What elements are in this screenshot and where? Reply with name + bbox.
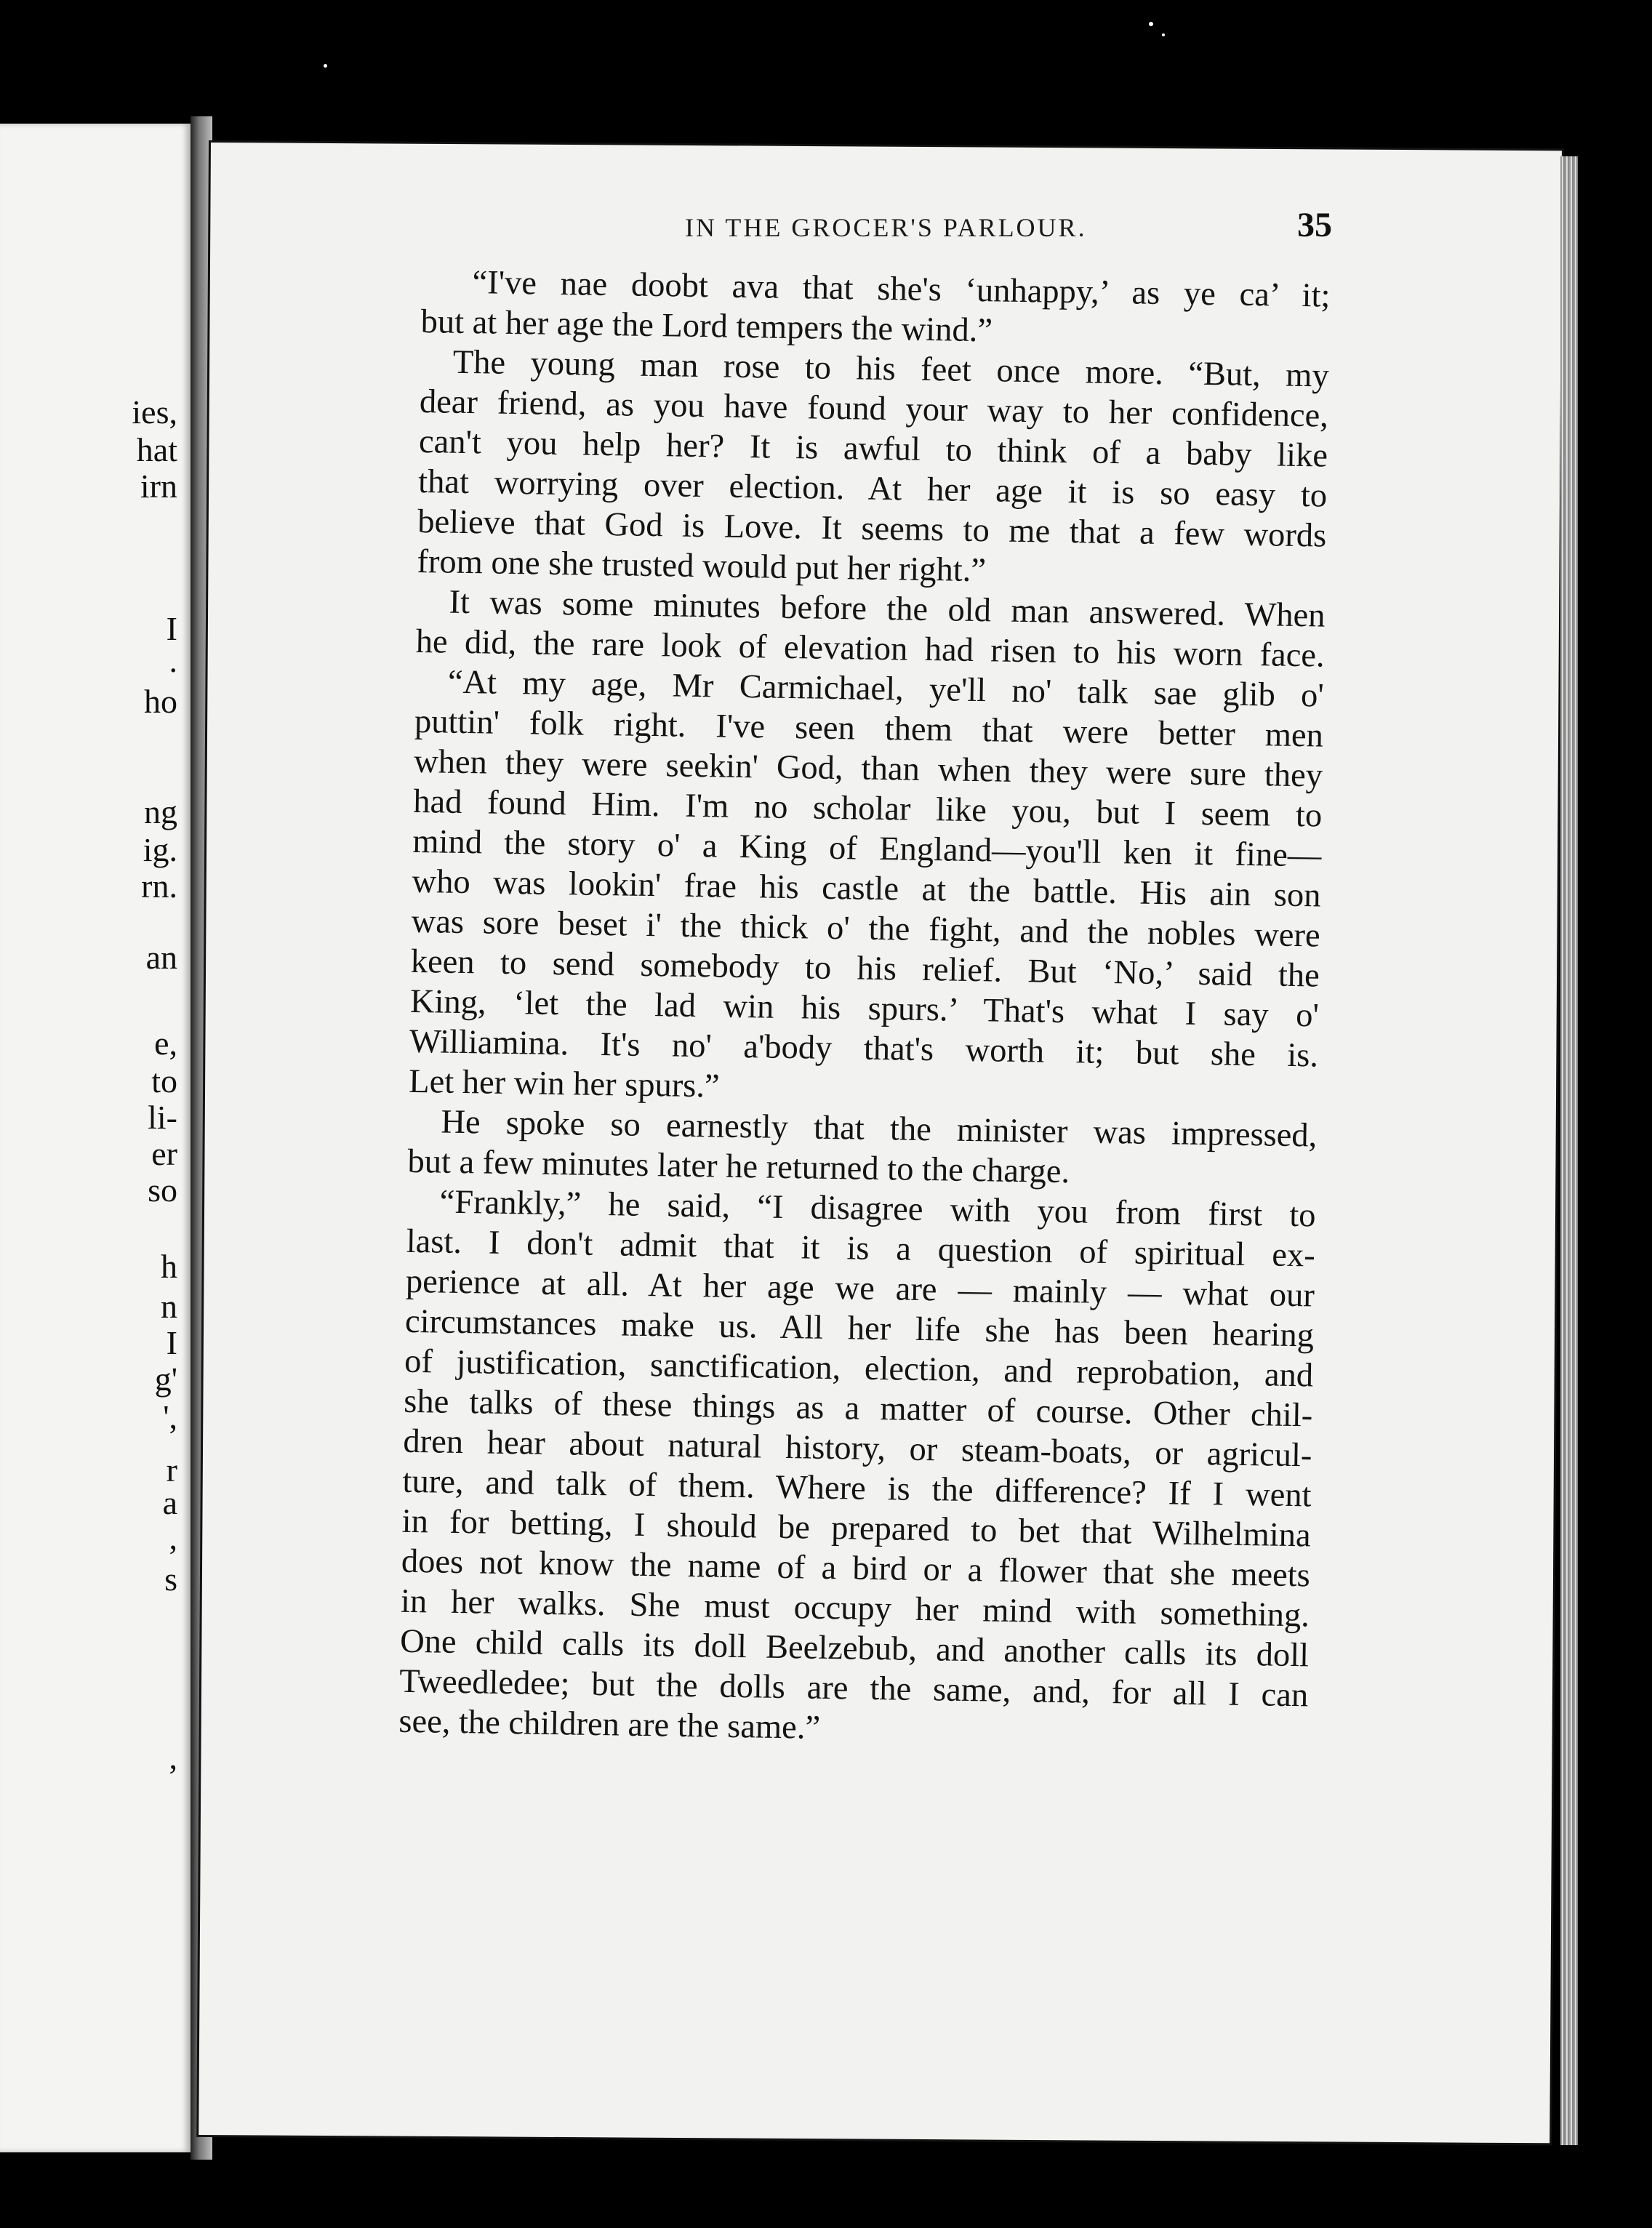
text-line: can't you help her? It is awful to think of a baby like	[418, 422, 1328, 475]
text-line: He spoke so earnestly that the minister was impressed,	[441, 1103, 1318, 1155]
previous-page-fragment: so	[148, 1171, 177, 1209]
previous-page-fragment: rn.	[141, 867, 177, 905]
text-line: does not know the name of a bird or a flower that she meets	[401, 1542, 1311, 1595]
text-line: but at her age the Lord tempers the wind.”	[420, 302, 993, 350]
text-line: puttin' folk right. I've seen them that were better men	[414, 702, 1324, 755]
text-line: It was some minutes before the old man answered. When	[449, 583, 1326, 635]
previous-page-fragment: ig.	[143, 831, 177, 868]
previous-page-fragment: h	[161, 1248, 177, 1285]
text-line: he did, the rare look of elevation had risen to his worn face.	[415, 622, 1326, 675]
scan-speck	[324, 64, 327, 68]
running-head	[474, 205, 1332, 245]
text-line: in for betting, I should be prepared to bet that Wilhelmina	[401, 1502, 1312, 1555]
text-line: dren hear about natural history, or steam-boats, or agricul-	[403, 1422, 1312, 1475]
previous-page-fragment: ies,	[132, 393, 177, 430]
previous-page-fragment: I	[166, 610, 177, 647]
running-title: IN THE GROCER'S PARLOUR.	[685, 213, 1087, 242]
text-line: “Frankly,” he said, “I disagree with you from first to	[439, 1183, 1316, 1235]
text-line: perience at all. At her age we are — mainly — what our	[405, 1262, 1315, 1315]
previous-page-fragment: irn	[140, 468, 177, 505]
text-line: believe that God is Love. It seems to me that a few words	[417, 502, 1327, 555]
page-stack-edge	[1560, 156, 1578, 2145]
previous-page-fragment: hat	[136, 431, 177, 468]
previous-page-fragment: a	[162, 1484, 177, 1521]
text-line: but a few minutes later he returned to the charge.	[407, 1142, 1070, 1191]
text-line: The young man rose to his feet once more. “But, my	[452, 343, 1330, 395]
text-line: dear friend, as you have found your way to her confidence,	[419, 382, 1329, 435]
previous-page-fragment: g'	[154, 1361, 177, 1398]
text-line: Tweedledee; but the dolls are the same, and, for all I can	[398, 1662, 1309, 1715]
text-line: had found Him. I'm no scholar like you, but I seem to	[412, 782, 1323, 835]
previous-page-fragment: li-	[148, 1099, 177, 1136]
text-line: she talks of these things as a matter of course. Other chil-	[403, 1382, 1313, 1435]
text-line: keen to send somebody to his relief. But ‘No,’ said the	[410, 942, 1320, 995]
scan-speck	[1162, 33, 1165, 36]
previous-page-line-ends	[0, 124, 191, 2152]
page-number: 35	[1297, 206, 1332, 244]
previous-page-fragment: .	[169, 642, 177, 679]
text-line: “At my age, Mr Carmichael, ye'll no' talk sae glib o'	[447, 663, 1325, 715]
previous-page-fragment: r	[166, 1451, 177, 1488]
previous-page-edge	[0, 124, 191, 2152]
text-line: of justification, sanctification, election, and reprobation, and	[404, 1342, 1314, 1395]
text-line: from one she trusted would put her right.”	[417, 542, 987, 590]
text-line: in her walks. She must occupy her mind with something.	[400, 1582, 1310, 1635]
text-line: King, ‘let the lad win his spurs.’ That's what I say o'	[409, 982, 1320, 1035]
text-line: “I've nae doobt ava that she's ‘unhappy,’ as ye ca’ it;	[472, 264, 1331, 315]
text-line: ture, and talk of them. Where is the difference? If I went	[402, 1462, 1312, 1515]
text-line: Williamina. It's no' a'body that's worth it; but she is.	[409, 1022, 1319, 1075]
previous-page-fragment: ',	[163, 1398, 177, 1435]
previous-page-fragment: ng	[144, 793, 177, 830]
previous-page-fragment: e,	[154, 1025, 177, 1062]
text-line: Let her win her spurs.”	[408, 1062, 721, 1105]
previous-page-fragment: to	[151, 1062, 177, 1099]
text-line: that worrying over election. At her age it is so easy to	[417, 462, 1328, 515]
previous-page-fragment: ho	[144, 683, 177, 720]
previous-page-fragment: s	[164, 1560, 177, 1598]
text-line: One child calls its doll Beelzebub, and another calls its doll	[399, 1622, 1310, 1675]
previous-page-fragment: ,	[169, 1519, 177, 1556]
previous-page-fragment: n	[161, 1288, 177, 1325]
scan-speck	[1149, 22, 1153, 26]
previous-page-fragment: er	[151, 1135, 177, 1172]
previous-page-fragment: ,	[169, 1739, 177, 1776]
previous-page-fragment: I	[166, 1324, 177, 1361]
body-text	[398, 262, 1331, 1755]
previous-page-fragment: an	[145, 939, 177, 976]
text-line: last. I don't admit that it is a question of spiritual ex-	[406, 1222, 1316, 1275]
text-line: mind the story o' a King of England—you'll ken it fine—	[412, 822, 1322, 875]
text-line: was sore beset i' the thick o' the fight, and the nobles were	[411, 902, 1320, 955]
text-line: see, the children are the same.”	[398, 1702, 821, 1747]
text-line: circumstances make us. All her life she has been hearing	[404, 1302, 1315, 1355]
text-line: when they were seekin' God, than when they were sure they	[413, 742, 1323, 795]
text-line: who was lookin' frae his castle at the battle. His ain son	[412, 862, 1321, 915]
